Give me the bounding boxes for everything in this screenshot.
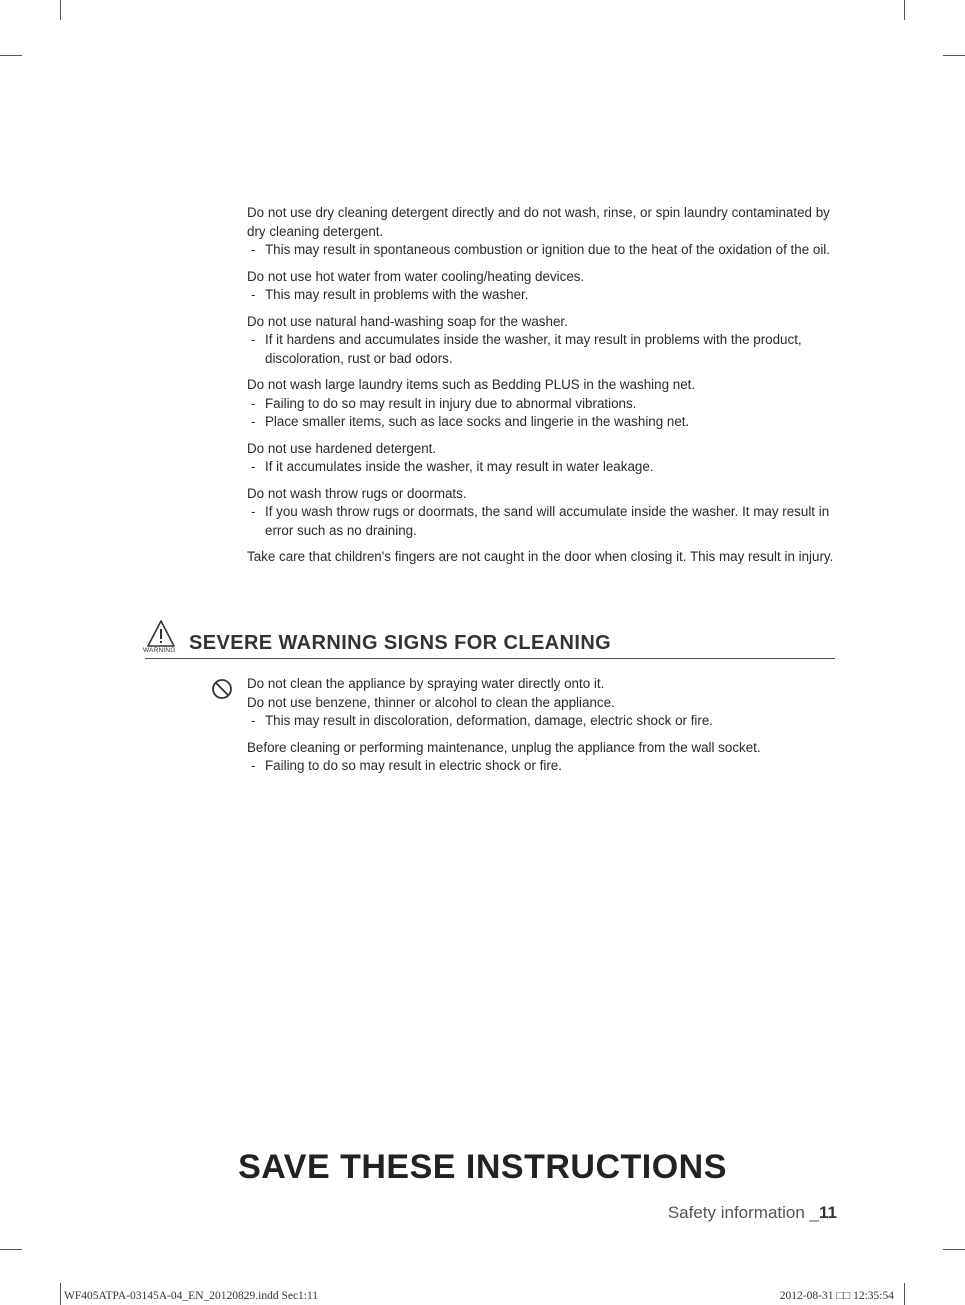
instruction-block bbox=[247, 376, 837, 432]
instruction-text: Do not clean the appliance by spraying water directly onto it. bbox=[247, 676, 605, 691]
instruction-block bbox=[247, 204, 837, 260]
instruction-detail: - This may result in discoloration, deformation, damage, electric shock or fire. bbox=[247, 712, 837, 731]
instruction-text: Do not use benzene, thinner or alcohol to clean the appliance. bbox=[247, 694, 615, 710]
save-instructions-title: SAVE THESE INSTRUCTIONS bbox=[238, 1148, 727, 1186]
instruction-block bbox=[247, 268, 837, 305]
instruction-detail: - If you wash throw rugs or doormats, the sand will accumulate inside the washer. It may result in error such as no draining. bbox=[247, 503, 837, 540]
section-heading bbox=[145, 618, 835, 659]
instruction-detail: - If it hardens and accumulates inside the washer, it may result in problems with the product, discoloration, rust or bad odors. bbox=[247, 331, 837, 368]
instruction-detail: - Place smaller items, such as lace socks and lingerie in the washing net. bbox=[247, 413, 837, 432]
instruction-text: Do not use natural hand-washing soap for the washer. bbox=[247, 313, 568, 329]
instruction-detail: - Failing to do so may result in electric shock or fire. bbox=[247, 757, 837, 776]
crop-mark bbox=[943, 1249, 965, 1250]
instruction-detail: - If it accumulates inside the washer, it may result in water leakage. bbox=[247, 458, 837, 477]
crop-mark bbox=[943, 55, 965, 56]
crop-mark bbox=[0, 1249, 22, 1250]
instruction-block bbox=[247, 440, 837, 477]
crop-mark bbox=[60, 0, 61, 20]
warning-label: WARNING bbox=[143, 647, 176, 654]
instruction-detail: - This may result in spontaneous combustion or ignition due to the heat of the oxidation of the oil. bbox=[247, 241, 837, 260]
safety-instructions bbox=[247, 204, 837, 575]
section-title: SEVERE WARNING SIGNS FOR CLEANING bbox=[189, 632, 612, 654]
crop-mark bbox=[904, 0, 905, 20]
instruction-text: Do not use dry cleaning detergent directly and do not wash, rinse, or spin laundry contaminated by dry cleaning detergent. bbox=[247, 205, 830, 239]
crop-mark bbox=[904, 1283, 905, 1305]
instruction-text: Take care that children's fingers are not caught in the door when closing it. This may result in injury. bbox=[247, 549, 834, 564]
instruction-text: Before cleaning or performing maintenance, unplug the appliance from the wall socket. bbox=[247, 739, 761, 755]
page-number: 11 bbox=[819, 1203, 837, 1222]
instruction-text: Do not use hardened detergent. bbox=[247, 440, 437, 456]
footer-section-name: Safety information _ bbox=[667, 1203, 820, 1222]
instruction-block bbox=[247, 548, 837, 567]
instruction-text: Do not wash throw rugs or doormats. bbox=[247, 485, 467, 501]
print-slug-left: WF405ATPA-03145A-04_EN_20120829.indd Sec1:11 bbox=[64, 1290, 319, 1302]
instruction-block bbox=[247, 313, 837, 369]
print-slug-right: 2012-08-31 □□ 12:35:54 bbox=[779, 1290, 894, 1302]
instruction-text: Do not use hot water from water cooling/heating devices. bbox=[247, 268, 585, 284]
prohibited-icon bbox=[211, 678, 233, 700]
instruction-text: Do not wash large laundry items such as Bedding PLUS in the washing net. bbox=[247, 377, 696, 392]
page-footer bbox=[668, 1203, 837, 1223]
instruction-detail: - This may result in problems with the washer. bbox=[247, 286, 837, 305]
instruction-block bbox=[247, 485, 837, 541]
instruction-detail: - Failing to do so may result in injury due to abnormal vibrations. bbox=[247, 395, 837, 414]
cleaning-instructions bbox=[247, 675, 837, 776]
crop-mark bbox=[0, 55, 22, 56]
crop-mark bbox=[60, 1283, 61, 1305]
